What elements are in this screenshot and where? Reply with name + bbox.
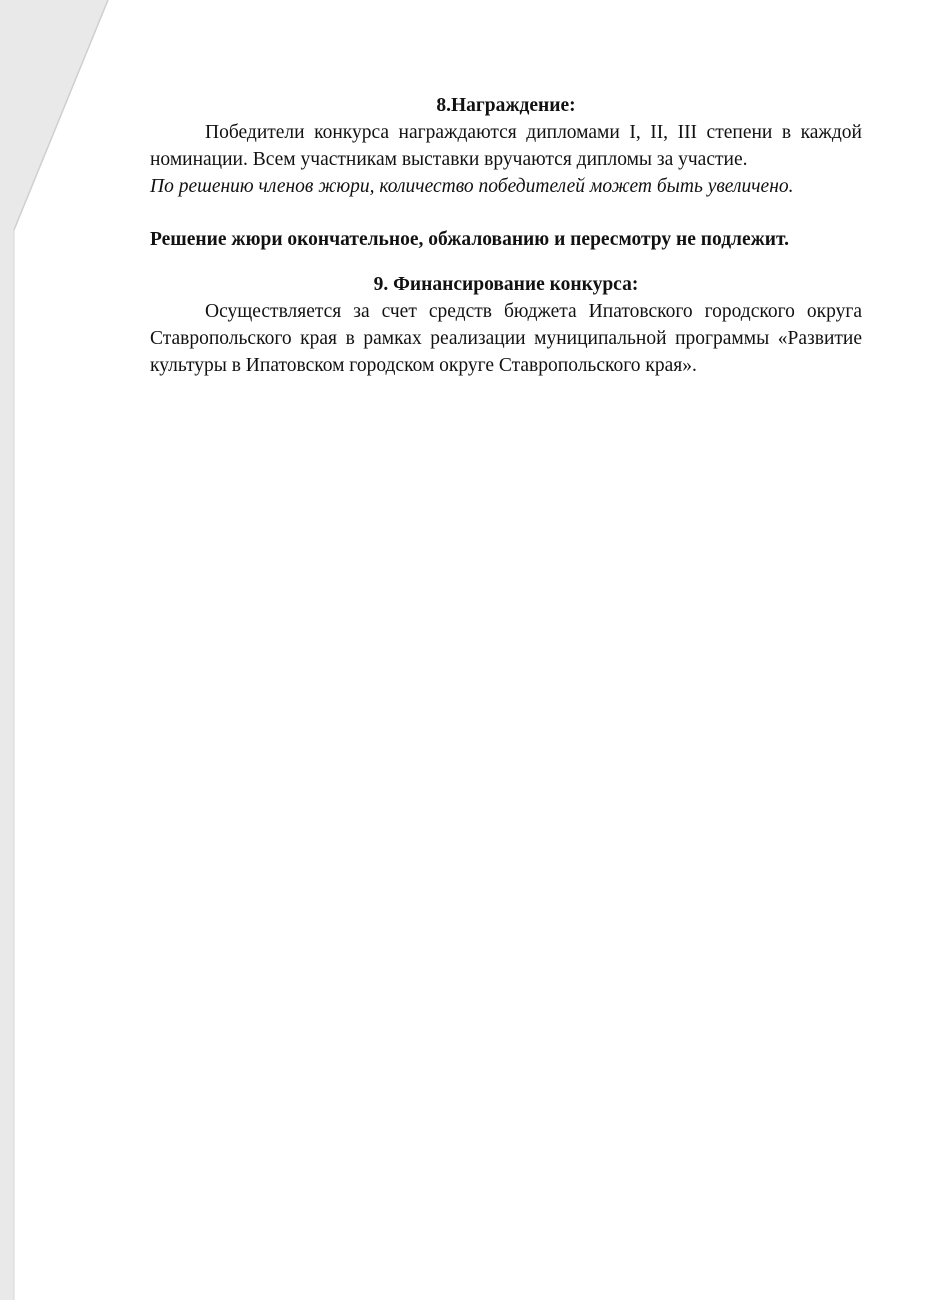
document-page — [150, 92, 862, 379]
section-financing — [150, 271, 862, 379]
spacer — [150, 200, 862, 226]
section-8-italic-note: По решению членов жюри, количество победителей может быть увеличено. — [150, 176, 794, 197]
section-9-heading: 9. Финансирование конкурса: — [373, 274, 639, 295]
jury-decision-note: Решение жюри окончательное, обжалованию и пересмотру не подлежит. — [150, 229, 790, 250]
section-awards — [150, 92, 862, 200]
spacer — [150, 253, 862, 271]
scan-page-edge — [0, 0, 110, 1300]
section-8-heading: 8.Награждение: — [436, 95, 576, 116]
section-9-paragraph: Осуществляется за счет средств бюджета Ипатовского городского округа Ставропольского края в рамках реализации муниципальной программы «Развитие культуры в Ипатовском городском округе Ставропольского края». — [150, 301, 862, 376]
section-8-paragraph: Победители конкурса награждаются дипломами I, II, III степени в каждой номинации. Всем участникам выставки вручаются дипломы за участие. — [150, 122, 862, 170]
